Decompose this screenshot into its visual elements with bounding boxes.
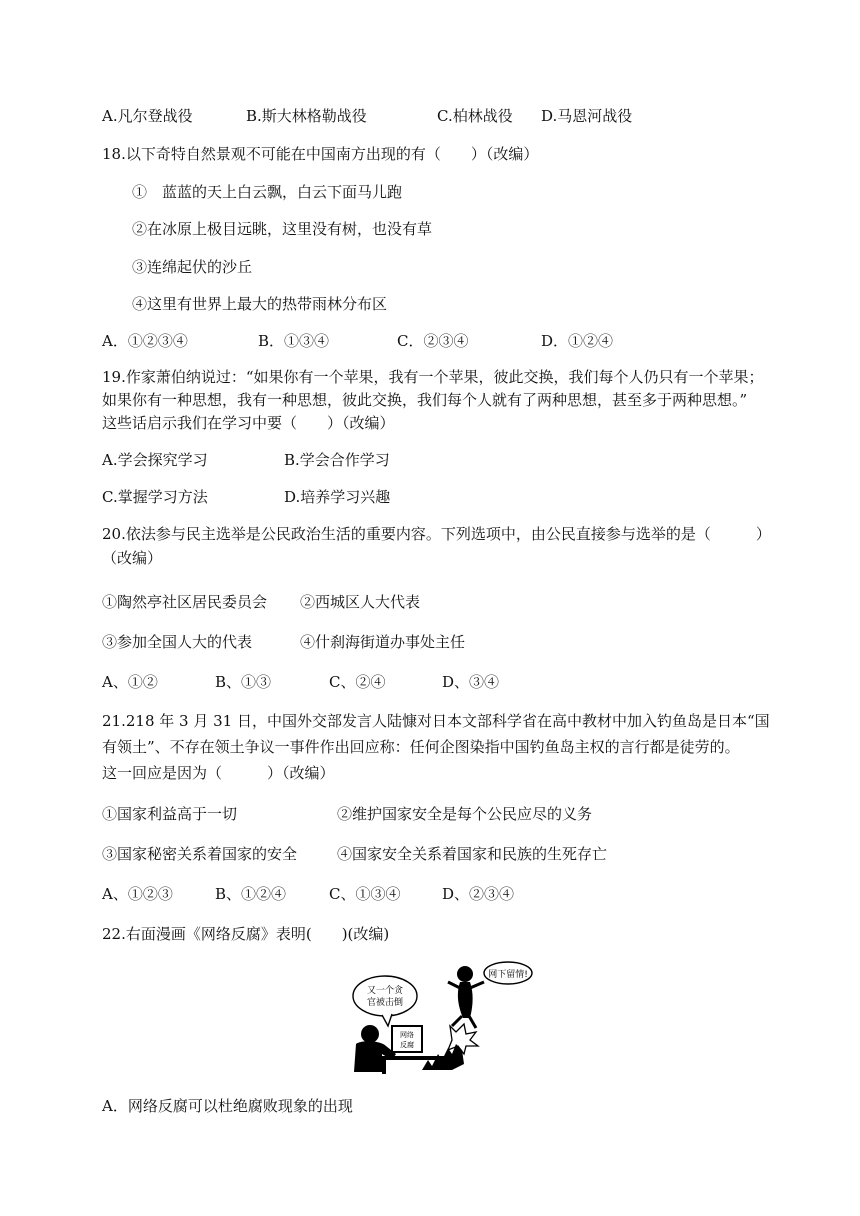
q22-stem: 22.右面漫画《网络反腐》表明( )(改编)	[102, 925, 390, 943]
q17-option-c: C.柏林战役	[437, 107, 513, 125]
desk	[382, 1056, 462, 1060]
q18-option-a: A．①②③④	[102, 332, 188, 350]
cartoon-illustration	[352, 960, 552, 1074]
screen-text-line-1: 网络	[400, 1031, 414, 1039]
q19-stem-line-1: 19.作家萧伯纳说过：“如果你有一个苹果，我有一个苹果，彼此交换，我们每个人仍只有一个苹果；	[102, 368, 764, 386]
speech-bubble-left	[353, 976, 417, 1016]
q18-item-3: ③连绵起伏的沙丘	[132, 258, 253, 276]
q17-option-d: D.马恩河战役	[541, 107, 633, 125]
q18-item-4: ④这里有世界上最大的热带雨林分布区	[132, 295, 388, 313]
q21-item-2: ②维护国家安全是每个公民应尽的义务	[337, 805, 593, 823]
q20-stem-line-1: 20.依法参与民主选举是公民政治生活的重要内容。下列选项中，由公民直接参与选举的是（ ）	[102, 525, 771, 543]
q17-option-b: B.斯大林格勒战役	[246, 107, 367, 125]
q20-item-1: ①陶然亭社区居民委员会	[102, 593, 268, 611]
q21-stem-line-1: 21.218 年 3 月 31 日，中国外交部发言人陆慷对日本文部科学省在高中教材中加入钓鱼岛是日本“国	[102, 712, 770, 730]
q19-stem-line-2: 如果你有一种思想，我有一种思想，彼此交换，我们每个人就有了两种思想，甚至多于两种思想。”	[102, 391, 748, 409]
speech-bubble-left-tail	[382, 1014, 392, 1026]
q19-option-b: B.学会合作学习	[284, 451, 390, 469]
q20-item-4: ④什刹海街道办事处主任	[300, 633, 466, 651]
q21-option-d: D、②③④	[442, 885, 515, 903]
q19-option-a: A.学会探究学习	[102, 451, 208, 469]
netizen-silhouette	[354, 1025, 396, 1072]
screen-text-line-2: 反腐	[400, 1041, 414, 1049]
q20-option-c: C、②④	[329, 673, 386, 691]
q20-item-3: ③参加全国人大的代表	[102, 633, 253, 651]
impact-burst-icon	[448, 1024, 478, 1054]
q21-item-3: ③国家秘密关系着国家的安全	[102, 845, 298, 863]
q20-stem-line-2: （改编）	[102, 549, 163, 567]
q21-item-4: ④国家安全关系着国家和民族的生死存亡	[337, 845, 608, 863]
q19-stem-line-3: 这些话启示我们在学习中要（ ）（改编）	[102, 414, 395, 432]
bubble-left-line-1: 又一个贪	[366, 986, 404, 996]
q21-stem-line-2: 有领土”、不存在领土争议一事件作出回应称：任何企图染指中国钓鱼岛主权的言行都是徒劳的。	[102, 738, 740, 756]
q19-option-c: C.掌握学习方法	[102, 488, 208, 506]
q18-option-c: C．②③④	[397, 332, 469, 350]
q21-option-a: A、①②③	[102, 885, 173, 903]
q21-option-b: B、①②④	[215, 885, 287, 903]
q18-item-2: ②在冰原上极目远眺，这里没有树，也没有草	[132, 220, 433, 238]
q22-option-a: A．网络反腐可以杜绝腐败现象的出现	[102, 1097, 353, 1115]
bubble-right-text: 网下留情!	[488, 970, 528, 980]
q20-option-d: D、③④	[442, 673, 500, 691]
q21-stem-line-3: 这一回应是因为（ ）（改编）	[102, 764, 335, 782]
cartoon-internet-anticorruption	[352, 960, 552, 1074]
q18-option-b: B．①③④	[258, 332, 330, 350]
q20-option-a: A、①②	[102, 673, 158, 691]
q20-option-b: B、①③	[215, 673, 272, 691]
q18-item-1: ① 蓝蓝的天上白云飘，白云下面马儿跑	[132, 183, 403, 201]
q21-option-c: C、①③④	[329, 885, 401, 903]
q20-item-2: ②西城区人大代表	[300, 593, 421, 611]
bubble-left-line-2: 官被击倒	[366, 998, 404, 1008]
q18-stem: 18.以下奇特自然景观不可能在中国南方出现的有（ ）（改编）	[102, 145, 539, 163]
falling-official-figure	[448, 966, 484, 1028]
q18-option-d: D．①②④	[541, 332, 614, 350]
q17-option-a: A.凡尔登战役	[102, 107, 193, 125]
desk-leg	[382, 1060, 386, 1074]
q19-option-d: D.培养学习兴趣	[284, 488, 391, 506]
q21-item-1: ①国家利益高于一切	[102, 805, 238, 823]
